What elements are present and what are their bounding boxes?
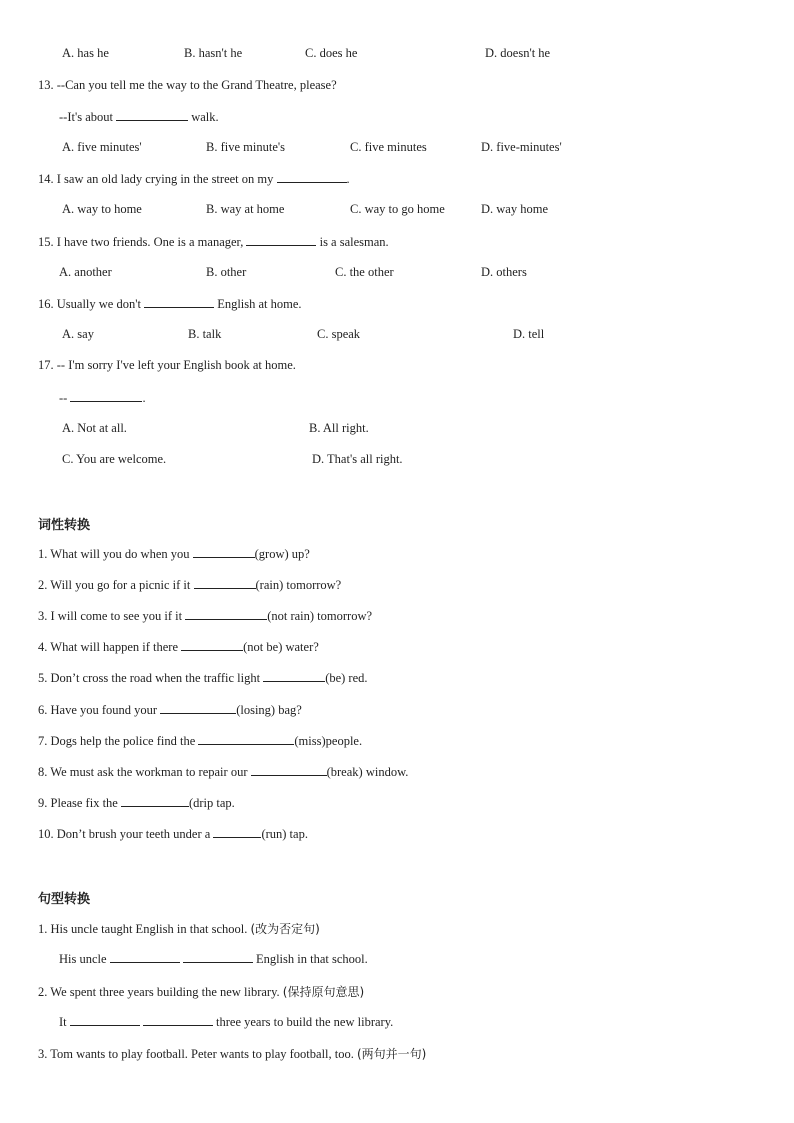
q17-option-c: C. You are welcome. [62, 452, 167, 466]
word-item-4-post: (not be) water? [243, 640, 319, 654]
q15-answer-blank[interactable] [246, 234, 316, 246]
word-item-1 [38, 546, 310, 562]
word-item-6-pre: 6. Have you found your [38, 703, 158, 717]
q15-option-a: A. another [59, 265, 112, 279]
sentence-item-3 [38, 1045, 426, 1062]
q17-option-b: B. All right. [309, 421, 369, 435]
q14-stem [38, 171, 350, 187]
q17-stem: 17. -- I'm sorry I've left your English book at home. [38, 358, 296, 372]
sentence-item-1-note: (改为否定句) [250, 922, 320, 936]
q14-option-d: D. way home [481, 202, 548, 216]
q16-answer-blank[interactable] [144, 296, 214, 308]
word-item-5-post: (be) red. [325, 671, 368, 685]
sentence-item-2 [38, 983, 364, 1000]
word-item-8-post: (break) window. [326, 765, 409, 779]
word-item-6-blank[interactable] [160, 702, 236, 714]
word-item-1-blank[interactable] [193, 546, 255, 558]
word-item-3-blank[interactable] [185, 608, 267, 620]
q13-option-c: C. five minutes [350, 140, 427, 154]
word-item-3-post: (not rain) tomorrow? [267, 609, 373, 623]
word-item-9-pre: 9. Please fix the [38, 796, 118, 810]
sentence-item-2-answer-pre: It [59, 1015, 67, 1029]
word-item-8 [38, 764, 408, 780]
q13-answer-blank[interactable] [116, 109, 188, 121]
sentence-item-2-stem: 2. We spent three years building the new library. [38, 985, 280, 999]
word-item-2-blank[interactable] [194, 577, 256, 589]
q16-option-d: D. tell [513, 327, 545, 341]
q15-option-d: D. others [481, 265, 527, 279]
word-item-9-post: (drip tap. [188, 796, 235, 810]
word-item-9-blank[interactable] [121, 795, 189, 807]
q17-reply-post: . [142, 391, 146, 405]
word-item-3-pre: 3. I will come to see you if it [38, 609, 183, 623]
sentence-item-3-stem: 3. Tom wants to play football. Peter wants to play football, too. [38, 1047, 354, 1061]
word-item-10-pre: 10. Don’t brush your teeth under a [38, 827, 211, 841]
q16-option-a: A. say [62, 327, 94, 341]
q17-reply-pre: -- [59, 391, 68, 405]
sentence-item-1-answer-pre: His uncle [59, 952, 107, 966]
word-item-5 [38, 670, 368, 686]
word-item-7-post: (miss)people. [294, 734, 363, 748]
q17-reply [59, 390, 146, 406]
word-item-8-pre: 8. We must ask the workman to repair our [38, 765, 248, 779]
q16-stem [38, 296, 302, 312]
word-item-1-pre: 1. What will you do when you [38, 547, 190, 561]
sentence-item-2-note: (保持原句意思) [282, 985, 365, 999]
word-item-5-pre: 5. Don’t cross the road when the traffic light [38, 671, 261, 685]
word-item-4-pre: 4. What will happen if there [38, 640, 179, 654]
word-item-4 [38, 639, 319, 655]
sentence-item-1-answer-post: English in that school. [255, 952, 368, 966]
q13-stem: 13. --Can you tell me the way to the Grand Theatre, please? [38, 78, 337, 92]
q17-option-d: D. That's all right. [312, 452, 403, 466]
q17-answer-blank[interactable] [70, 390, 142, 402]
word-item-6 [38, 702, 302, 718]
q16-option-c: C. speak [317, 327, 361, 341]
q12-option-b: B. hasn't he [184, 46, 243, 60]
q12-option-a: A. has he [62, 46, 109, 60]
sentence-item-1-stem: 1. His uncle taught English in that school. [38, 922, 248, 936]
word-item-10-blank[interactable] [213, 826, 261, 838]
sentence-item-1-answer [59, 951, 368, 967]
word-item-10-post: (run) tap. [261, 827, 308, 841]
sentence-item-2-blank-2[interactable] [143, 1014, 213, 1026]
q14-stem-post: . [346, 172, 350, 186]
word-item-7-blank[interactable] [198, 733, 294, 745]
word-item-4-blank[interactable] [181, 639, 243, 651]
sentence-item-1-blank-1[interactable] [110, 951, 180, 963]
sentence-item-2-answer-post: three years to build the new library. [216, 1015, 394, 1029]
q12-option-c: C. does he [305, 46, 358, 60]
q16-stem-pre: 16. Usually we don't [38, 297, 141, 311]
section-title-sentence-conversion: 句型转换 [38, 892, 91, 907]
q13-option-b: B. five minute's [206, 140, 285, 154]
q15-stem-pre: 15. I have two friends. One is a manager, [38, 235, 244, 249]
word-item-2 [38, 577, 341, 593]
q13-reply-post: walk. [191, 110, 219, 124]
word-item-2-pre: 2. Will you go for a picnic if it [38, 578, 191, 592]
q13-reply [59, 109, 219, 125]
word-item-7 [38, 733, 362, 749]
section-title-word-conversion: 词性转换 [38, 518, 91, 533]
q14-option-c: C. way to go home [350, 202, 445, 216]
q16-option-b: B. talk [188, 327, 222, 341]
sentence-item-3-note: (两句并一句) [357, 1047, 427, 1061]
q15-stem [38, 234, 389, 250]
q16-stem-post: English at home. [217, 297, 302, 311]
q14-option-b: B. way at home [206, 202, 285, 216]
q14-answer-blank[interactable] [277, 171, 347, 183]
sentence-item-2-answer [59, 1014, 393, 1030]
sentence-item-1 [38, 920, 320, 937]
word-item-6-post: (losing) bag? [236, 703, 302, 717]
q13-option-a: A. five minutes' [62, 140, 142, 154]
word-item-10 [38, 826, 308, 842]
q15-option-b: B. other [206, 265, 247, 279]
q14-stem-pre: 14. I saw an old lady crying in the street on my [38, 172, 274, 186]
q14-option-a: A. way to home [62, 202, 142, 216]
word-item-2-post: (rain) tomorrow? [255, 578, 342, 592]
word-item-8-blank[interactable] [251, 764, 327, 776]
q17-option-a: A. Not at all. [62, 421, 127, 435]
word-item-7-pre: 7. Dogs help the police find the [38, 734, 196, 748]
word-item-3 [38, 608, 372, 624]
q13-option-d: D. five-minutes' [481, 140, 562, 154]
word-item-1-post: (grow) up? [254, 547, 310, 561]
sentence-item-1-blank-2[interactable] [183, 951, 253, 963]
sentence-item-2-blank-1[interactable] [70, 1014, 140, 1026]
q15-stem-post: is a salesman. [319, 235, 389, 249]
q15-option-c: C. the other [335, 265, 394, 279]
word-item-9 [38, 795, 235, 811]
q13-reply-pre: --It's about [59, 110, 113, 124]
word-item-5-blank[interactable] [263, 670, 325, 682]
q12-option-d: D. doesn't he [485, 46, 551, 60]
